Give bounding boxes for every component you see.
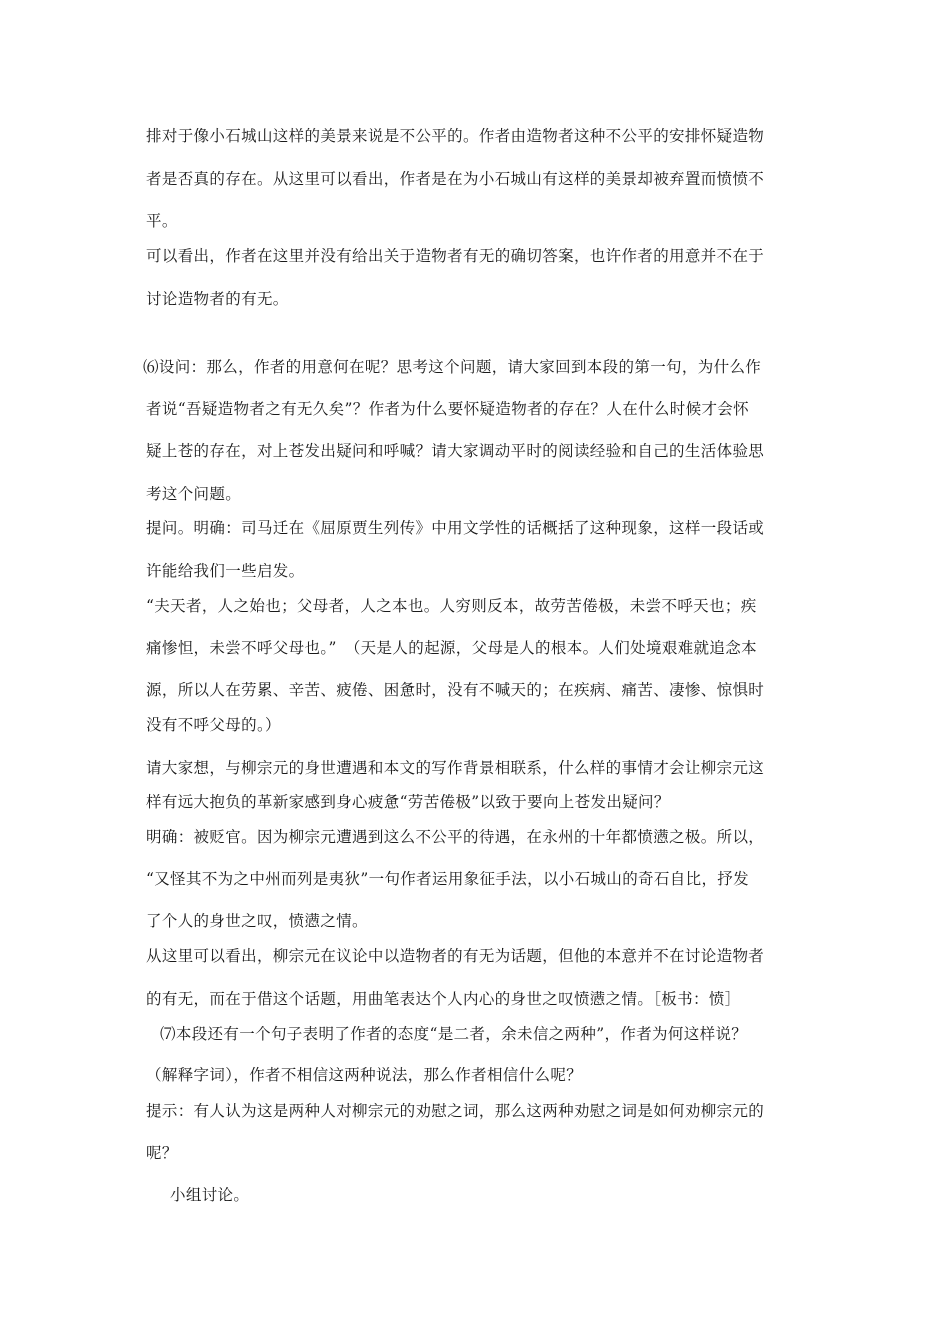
text-line: 讨论造物者的有无。 — [146, 290, 289, 308]
text-line: 的有无，而在于借这个话题，用曲笔表达个人内心的身世之叹愤懑之情。［板书：愤］ — [146, 990, 741, 1008]
text-line: 没有不呼父母的。） — [146, 716, 281, 734]
text-line: 者是否真的存在。从这里可以看出，作者是在为小石城山有这样的美景却被弃置而愤愤不 — [146, 170, 765, 188]
text-line: 小组讨论。 — [170, 1186, 250, 1204]
text-line: 提问。明确：司马迁在《屈原贾生列传》中用文学性的话概括了这种现象，这样一段话或 — [146, 519, 765, 537]
text-line: 呢？ — [146, 1144, 178, 1162]
text-line: “夫天者，人之始也；父母者，人之本也。人穷则反本，故劳苦倦极，未尝不呼天也；疾 — [146, 597, 757, 615]
text-line: 可以看出，作者在这里并没有给出关于造物者有无的确切答案，也许作者的用意并不在于 — [146, 247, 765, 265]
text-line: 明确：被贬官。因为柳宗元遭遇到这么不公平的待遇，在永州的十年都愤懑之极。所以， — [146, 828, 765, 846]
text-line: “又怪其不为之中州而列是夷狄”一句作者运用象征手法，以小石城山的奇石自比，抒发 — [146, 870, 750, 888]
text-line: 排对于像小石城山这样的美景来说是不公平的。作者由造物者这种不公平的安排怀疑造物 — [146, 127, 765, 145]
text-line: 从这里可以看出，柳宗元在议论中以造物者的有无为话题，但他的本意并不在讨论造物者 — [146, 947, 765, 965]
text-line: 考这个问题。 — [146, 485, 242, 503]
text-line: ⑹设问：那么，作者的用意何在呢？思考这个问题，请大家回到本段的第一句，为什么作 — [143, 358, 762, 376]
text-line: 样有远大抱负的革新家感到身心疲惫“劳苦倦极”以致于要向上苍发出疑问？ — [146, 793, 670, 811]
text-line: 提示：有人认为这是两种人对柳宗元的劝慰之词，那么这两种劝慰之词是如何劝柳宗元的 — [146, 1102, 765, 1120]
text-line: 许能给我们一些启发。 — [146, 562, 305, 580]
text-line: （解释字词），作者不相信这两种说法，那么作者相信什么呢？ — [146, 1066, 583, 1084]
text-line: ⑺本段还有一个句子表明了作者的态度“是二者，余未信之两种”，作者为何这样说？ — [160, 1025, 748, 1043]
text-line: 平。 — [146, 212, 178, 230]
text-line: 者说“吾疑造物者之有无久矣”？作者为什么要怀疑造物者的存在？人在什么时候才会怀 — [146, 400, 750, 418]
text-line: 请大家想，与柳宗元的身世遭遇和本文的写作背景相联系，什么样的事情才会让柳宗元这 — [146, 759, 765, 777]
text-line: 痛惨怛，未尝不呼父母也。” （天是人的起源，父母是人的根本。人们处境艰难就追念本 — [146, 639, 757, 657]
text-line: 源，所以人在劳累、辛苦、疲倦、困惫时，没有不喊天的；在疾病、痛苦、凄惨、惊惧时 — [146, 681, 765, 699]
text-line: 疑上苍的存在，对上苍发出疑问和呼喊？请大家调动平时的阅读经验和自己的生活体验思 — [146, 442, 765, 460]
text-line: 了个人的身世之叹，愤懑之情。 — [146, 912, 368, 930]
